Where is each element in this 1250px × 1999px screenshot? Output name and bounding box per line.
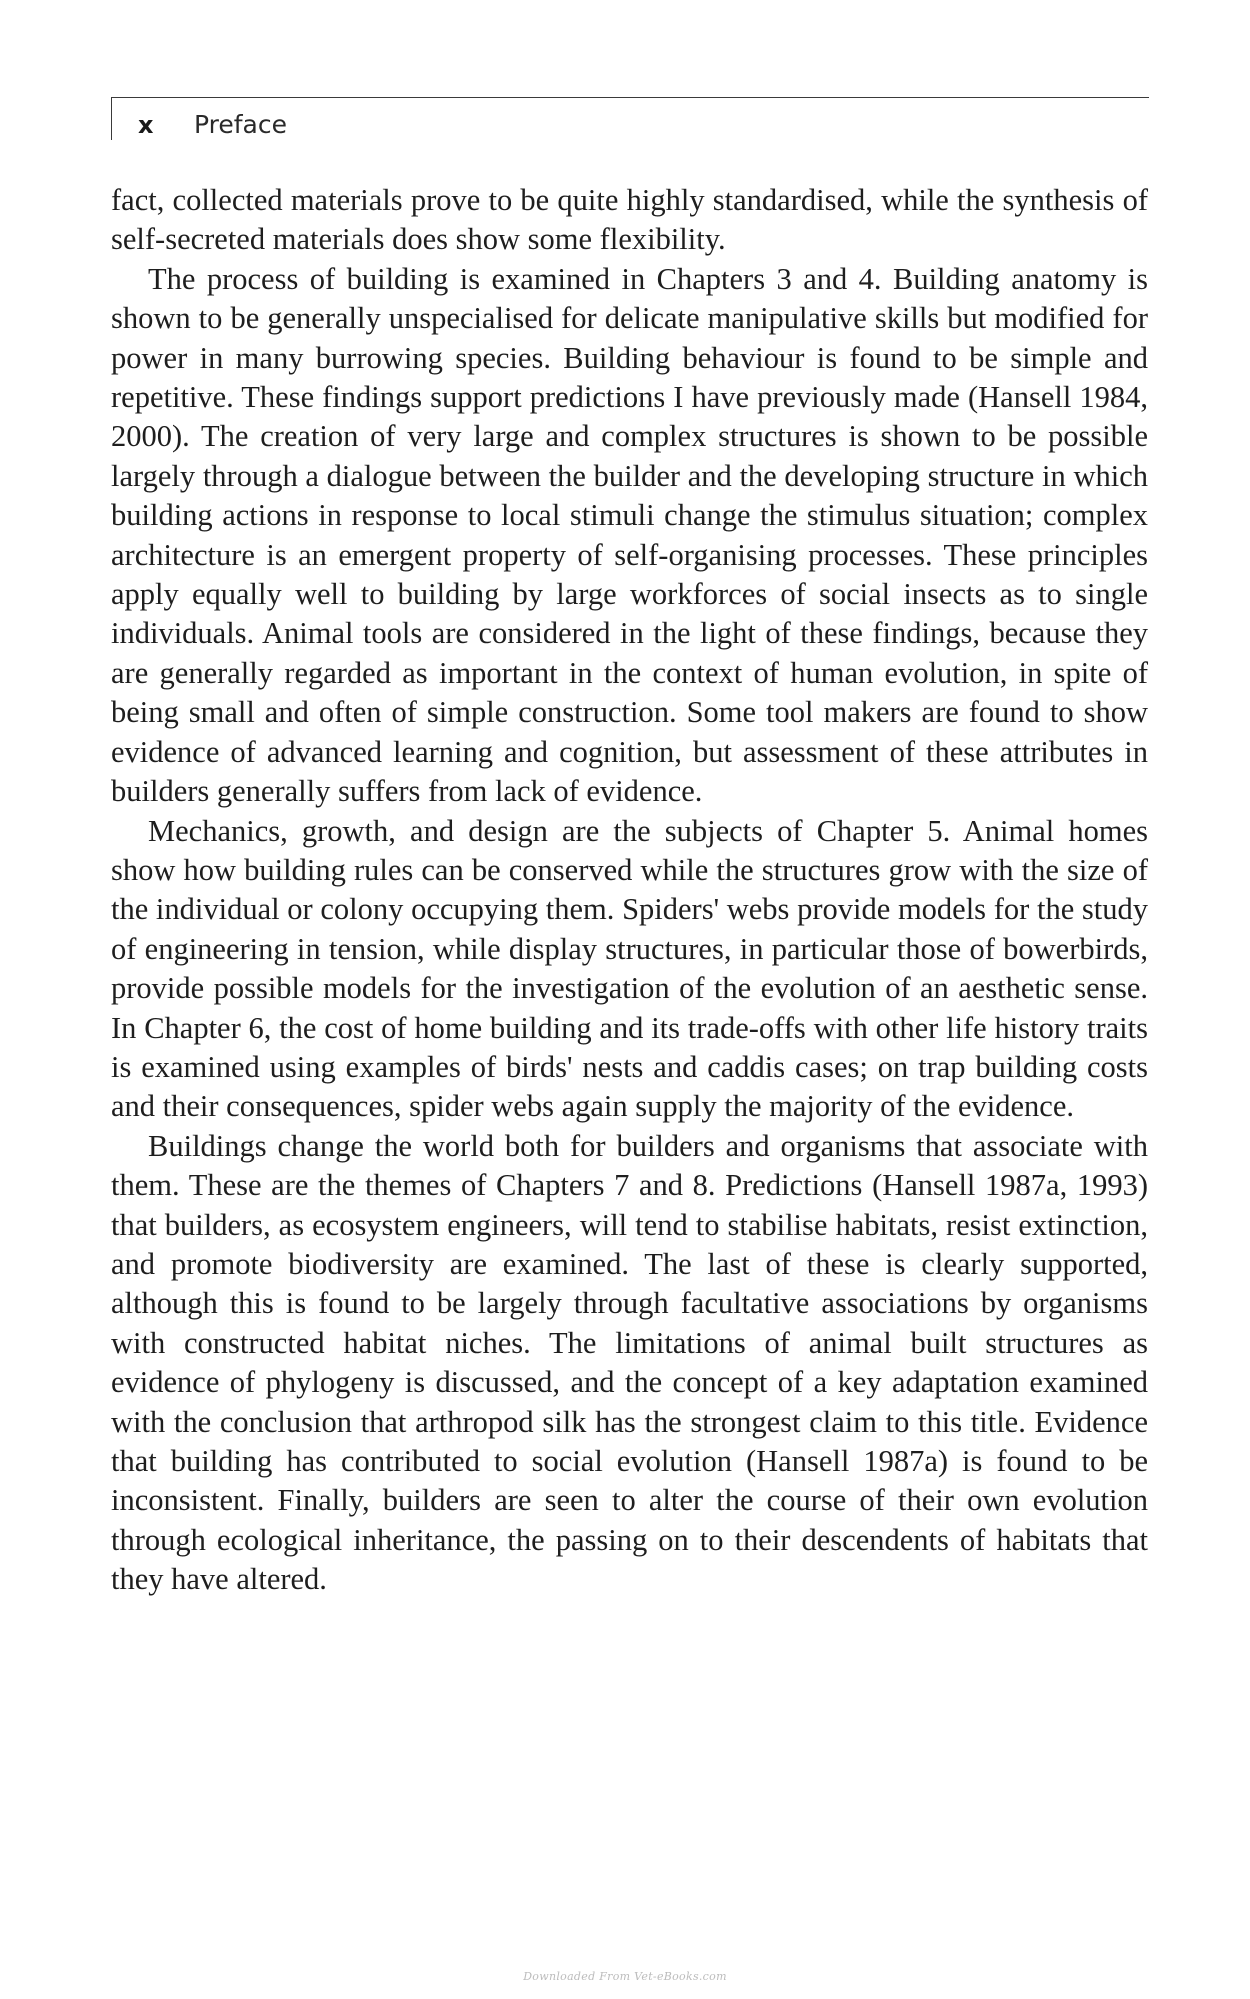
paragraph: Buildings change the world both for builders and organisms that associate with them. These are the themes of Chapters 7 and 8. Predictions (Hansell 1987a, 1993) that builders, as ecosystem engineers, will tend to stabilise habitats, resist extinction, and promote biodiversity are examined. The last of these is clearly supported, although this is found to be largely through facultative associations by organisms with constructed habitat niches. The limitations of animal built structures as evidence of phylogeny is discussed, and the concept of a key adaptation examined with the conclusion that arthropod silk has the strongest claim to this title. Evidence that building has contributed to social evolution (Hansell 1987a) is found to be inconsistent. Finally, builders are seen to alter the course of their own evolution through ecological inheritance, the passing on to their descendents of habitats that they have altered.: [111, 1128, 1148, 1597]
paragraph: The process of building is examined in Chapters 3 and 4. Building anatomy is shown to be generally unspecialised for delicate manipulative skills but modified for power in many burrowing species. Building behaviour is found to be simple and repetitive. These findings support predictions I have previously made (Hansell 1984, 2000). The creation of very large and complex structures is shown to be possible largely through a dialogue between the builder and the developing structure in which building actions in response to local stimuli change the stimulus situation; complex architecture is an emergent property of self-organising processes. These principles apply equally well to building by large workforces of social insects as to single individuals. Animal tools are considered in the light of these findings, because they are generally regarded as important in the context of human evolution, in spite of being small and often of simple construction. Some tool makers are found to show evidence of advanced learning and cognition, but assessment of these attributes in builders generally suffers from lack of evidence.: [111, 261, 1148, 809]
page-number: x: [138, 111, 154, 139]
body-text: [111, 181, 1148, 1600]
running-title: Preface: [194, 110, 287, 139]
paragraph: fact, collected materials prove to be quite highly standardised, while the synthesis of self-secreted materials does show some flexibility.: [111, 183, 1148, 257]
paragraph: Mechanics, growth, and design are the subjects of Chapter 5. Animal homes show how building rules can be conserved while the structures grow with the size of the individual or colony occupying them. Spiders' webs provide models for the study of engineering in tension, while display structures, in particular those of bowerbirds, provide possible models for the investigation of the evolution of an aesthetic sense. In Chapter 6, the cost of home building and its trade-offs with other life history traits is examined using examples of birds' nests and caddis cases; on trap building costs and their consequences, spider webs again supply the majority of the evidence.: [111, 813, 1148, 1124]
running-head: [111, 97, 1149, 140]
download-watermark: Downloaded From Vet-eBooks.com: [523, 1970, 727, 1983]
